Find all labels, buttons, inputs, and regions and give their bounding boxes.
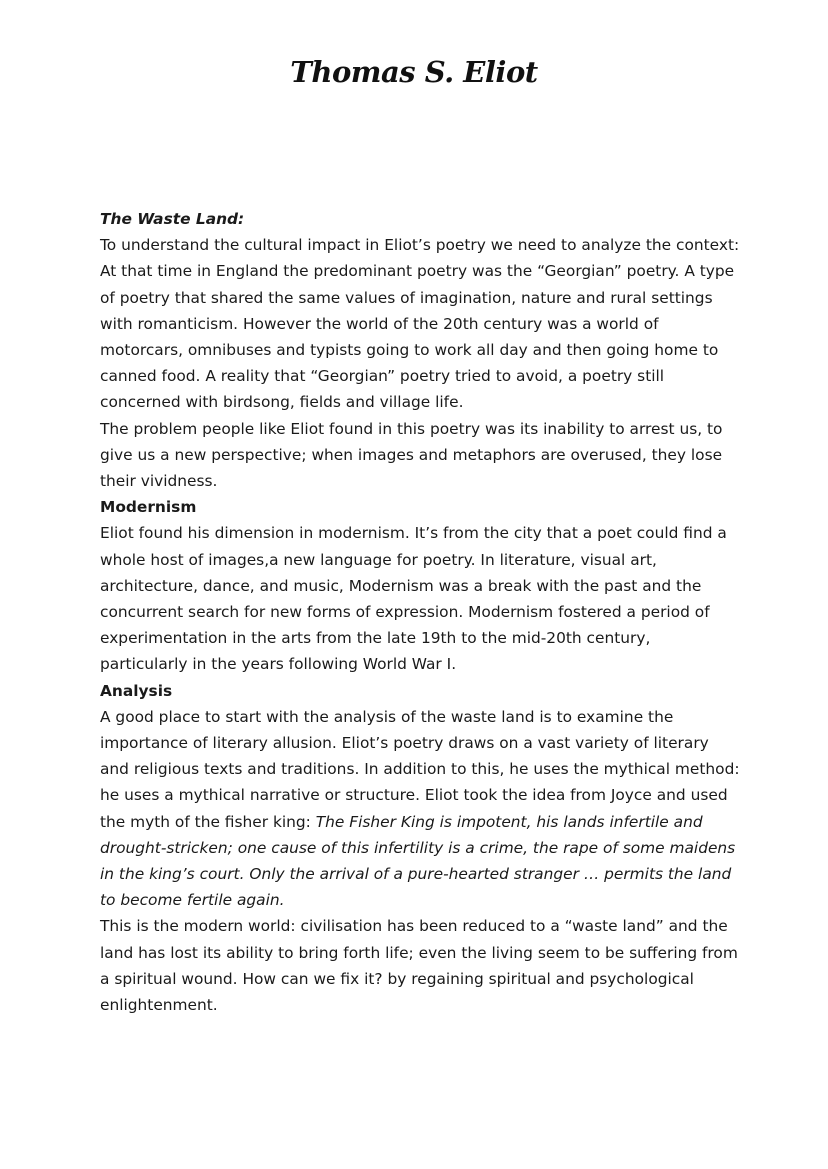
analysis-paragraph-2: This is the modern world: civilisation has been reduced to a “waste land” and the land has lost its ability to bring forth life; even the living seem to be suffering from a spiritual wound. How can we fix it? by regaining spiritual and psychological enlightenment. (100, 917, 738, 1015)
modernism-paragraph-1: Eliot found his dimension in modernism. It’s from the city that a poet could find a whole host of images,a new language for poetry. In literature, visual art, architecture, dance, and music, Modernism was a break with the past and the concurrent search for new forms of expression. Modernism fostered a period of experimentation in the arts from the late 19th to the mid-20th century, particularly in the years following World War I. (100, 524, 727, 674)
document-body (100, 206, 740, 1018)
document-title: Thomas S. Eliot (290, 55, 538, 89)
waste-land-paragraph-2: The problem people like Eliot found in this poetry was its inability to arrest us, to give us a new perspective; when images and metaphors are overused, they lose their vividness. (100, 419, 723, 491)
analysis-paragraph-1 (100, 704, 740, 914)
section-heading-modernism: Modernism (100, 498, 197, 517)
section-heading-analysis: Analysis (100, 681, 173, 700)
waste-land-paragraph-1: To understand the cultural impact in Eliot’s poetry we need to analyze the context: At that time in England the predominant poetry was the “Georgian” poetry. A type of poetry that shared the same values of imagination, nature and rural settings with romanticism. However the world of the 20th century was a world of motorcars, omnibuses and typists going to work all day and then going home to canned food. A reality that “Georgian” poetry tried to avoid, a poetry still concerned with birdsong, fields and village life. (100, 236, 740, 412)
section-heading-waste-land: The Waste Land: (100, 210, 245, 228)
analysis-paragraph-1-intro: A good place to start with the analysis of the waste land is to examine the importance of literary allusion. Eliot’s poetry draws on a vast variety of literary and religious texts and traditions. In addition to this, he uses the mythical method: he uses a mythical narrative or structure. Eliot took the idea from Joyce and used the myth of the fisher king: (100, 707, 740, 831)
fisher-king-quote: The Fisher King is impotent, his lands infertile and drought-stricken; one cause of this infertility is a crime, the rape of some maidens in the king’s court. Only the arrival of a pure-hearted stranger … permits the land to become fertile again. (100, 812, 736, 910)
